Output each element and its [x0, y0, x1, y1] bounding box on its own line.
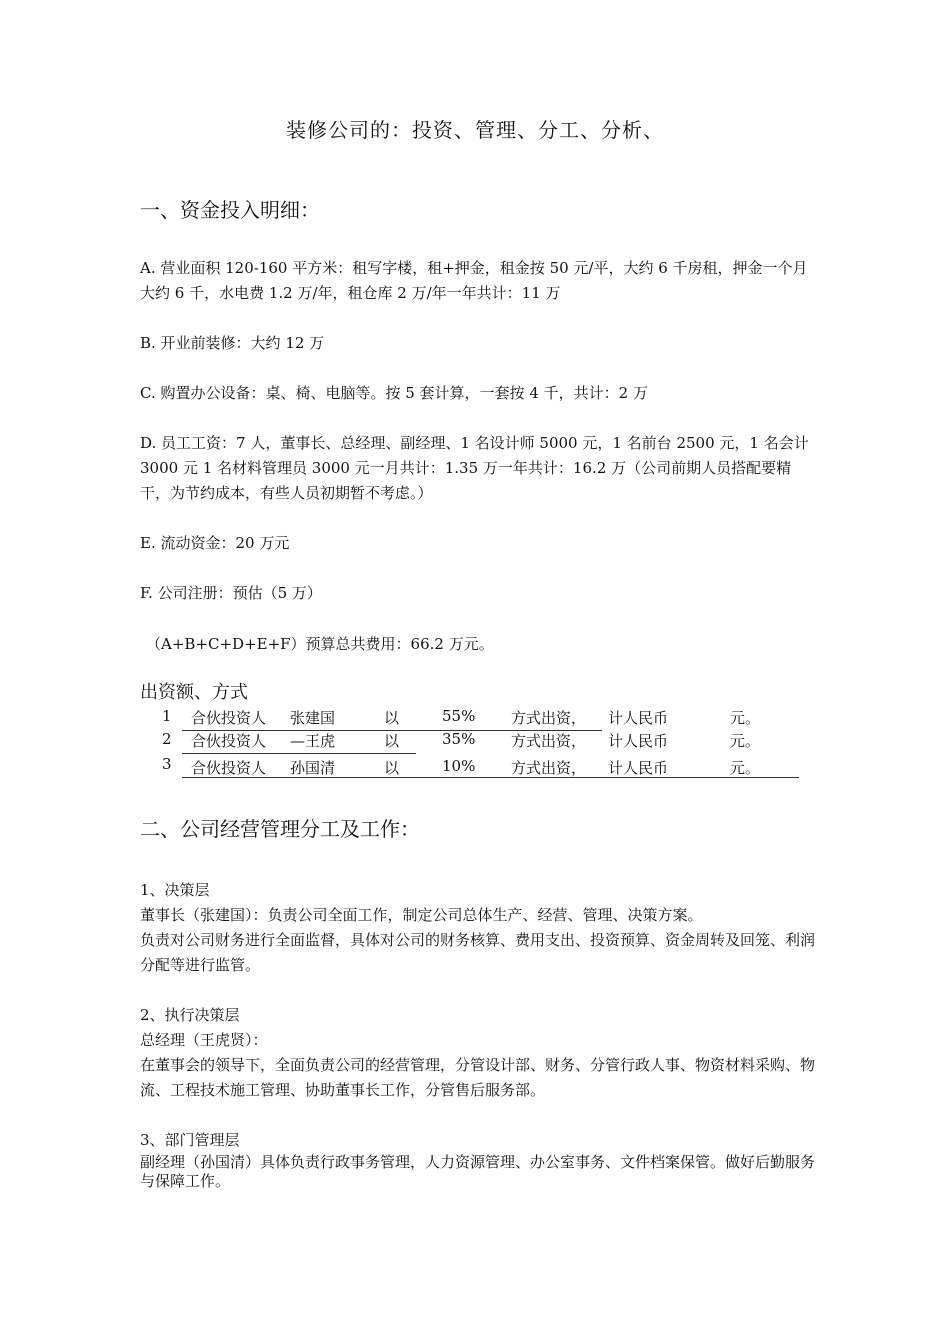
yuan-label: 元。 — [730, 709, 761, 727]
row-number: 3 — [162, 755, 172, 773]
yuan-label: 元。 — [730, 759, 761, 777]
yi-label: 以 — [384, 709, 400, 727]
rmb-label: 计人民币 — [608, 759, 669, 777]
method-label: 方式出资， — [511, 732, 587, 750]
subsection-title: 1、决策层 — [140, 881, 210, 899]
investment-title: 出资额、方式 — [140, 682, 248, 703]
section1-heading: 一、资金投入明细： — [140, 198, 320, 222]
row-number: 1 — [162, 707, 172, 725]
partner-name: 孙国清 — [290, 759, 336, 777]
method-label: 方式出资， — [511, 759, 587, 777]
subsection-title: 2、执行决策层 — [140, 1006, 240, 1024]
rmb-label: 计人民币 — [608, 732, 669, 750]
item-b: B. 开业前装修：大约 12 万 — [140, 334, 325, 352]
paragraph: 总经理（王虎贤）： — [140, 1031, 268, 1049]
yi-label: 以 — [384, 732, 400, 750]
partner-role: 合伙投资人 — [191, 759, 267, 777]
partner-name: 张建国 — [290, 709, 336, 727]
paragraph: 副经理（孙国清）具体负责行政事务管理，人力资源管理、办公室事务、文件档案保管。做好后勤服务与保障工作。 — [140, 1153, 816, 1190]
item-a: A. 营业面积 120-160 平方米：租写字楼，租+押金，租金按 50 元/平，大约 6 千房租，押金一个月大约 6 千，水电费 1.2 万/年，租仓库 2 万/年一年共计：11 万 — [140, 259, 808, 302]
document-title: 装修公司的：投资、管理、分工、分析、 — [286, 118, 664, 142]
section2-heading: 二、公司经营管理分工及工作： — [140, 817, 420, 841]
row-number: 2 — [162, 730, 172, 748]
share-percent: 35% — [442, 730, 476, 748]
subsection-title: 3、部门管理层 — [140, 1131, 240, 1149]
row-underline — [182, 753, 416, 754]
rmb-label: 计人民币 — [608, 709, 669, 727]
share-percent: 10% — [442, 757, 476, 775]
method-label: 方式出资， — [511, 709, 587, 727]
item-c: C. 购置办公设备：桌、椅、电脑等。按 5 套计算，一套按 4 千，共计：2 万 — [140, 384, 648, 402]
row-underline — [182, 777, 799, 778]
paragraph: 在董事会的领导下，全面负责公司的经营管理，分管设计部、财务、分管行政人事、物资材料采购、物流、工程技术施工管理、协助董事长工作，分管售后服务部。 — [140, 1056, 816, 1099]
share-percent: 55% — [442, 707, 476, 725]
partner-role: 合伙投资人 — [191, 709, 267, 727]
paragraph: 负责对公司财务进行全面监督，具体对公司的财务核算、费用支出、投资预算、资金周转及回笼、利润分配等进行监管。 — [140, 931, 816, 974]
paragraph: 董事长（张建国）：负责公司全面工作，制定公司总体生产、经营、管理、决策方案。 — [140, 906, 703, 924]
budget-total: （A+B+C+D+E+F）预算总共费用：66.2 万元。 — [146, 635, 494, 653]
partner-role: 合伙投资人 — [191, 732, 267, 750]
yi-label: 以 — [384, 759, 400, 777]
item-e: E. 流动资金：20 万元 — [140, 534, 290, 552]
item-d: D. 员工工资：7 人，董事长、总经理、副经理、1 名设计师 5000 元，1 名前台 2500 元，1 名会计 3000 元 1 名材料管理员 3000 元一月共计：1.35 万一年共计：16.2 万（公司前期人员搭配要精干，为节约成本，有些人员初期暂不考虑。） — [140, 434, 809, 502]
partner-name: —王虎 — [290, 732, 336, 750]
item-f: F. 公司注册：预估（5 万） — [140, 584, 322, 602]
yuan-label: 元。 — [730, 732, 761, 750]
